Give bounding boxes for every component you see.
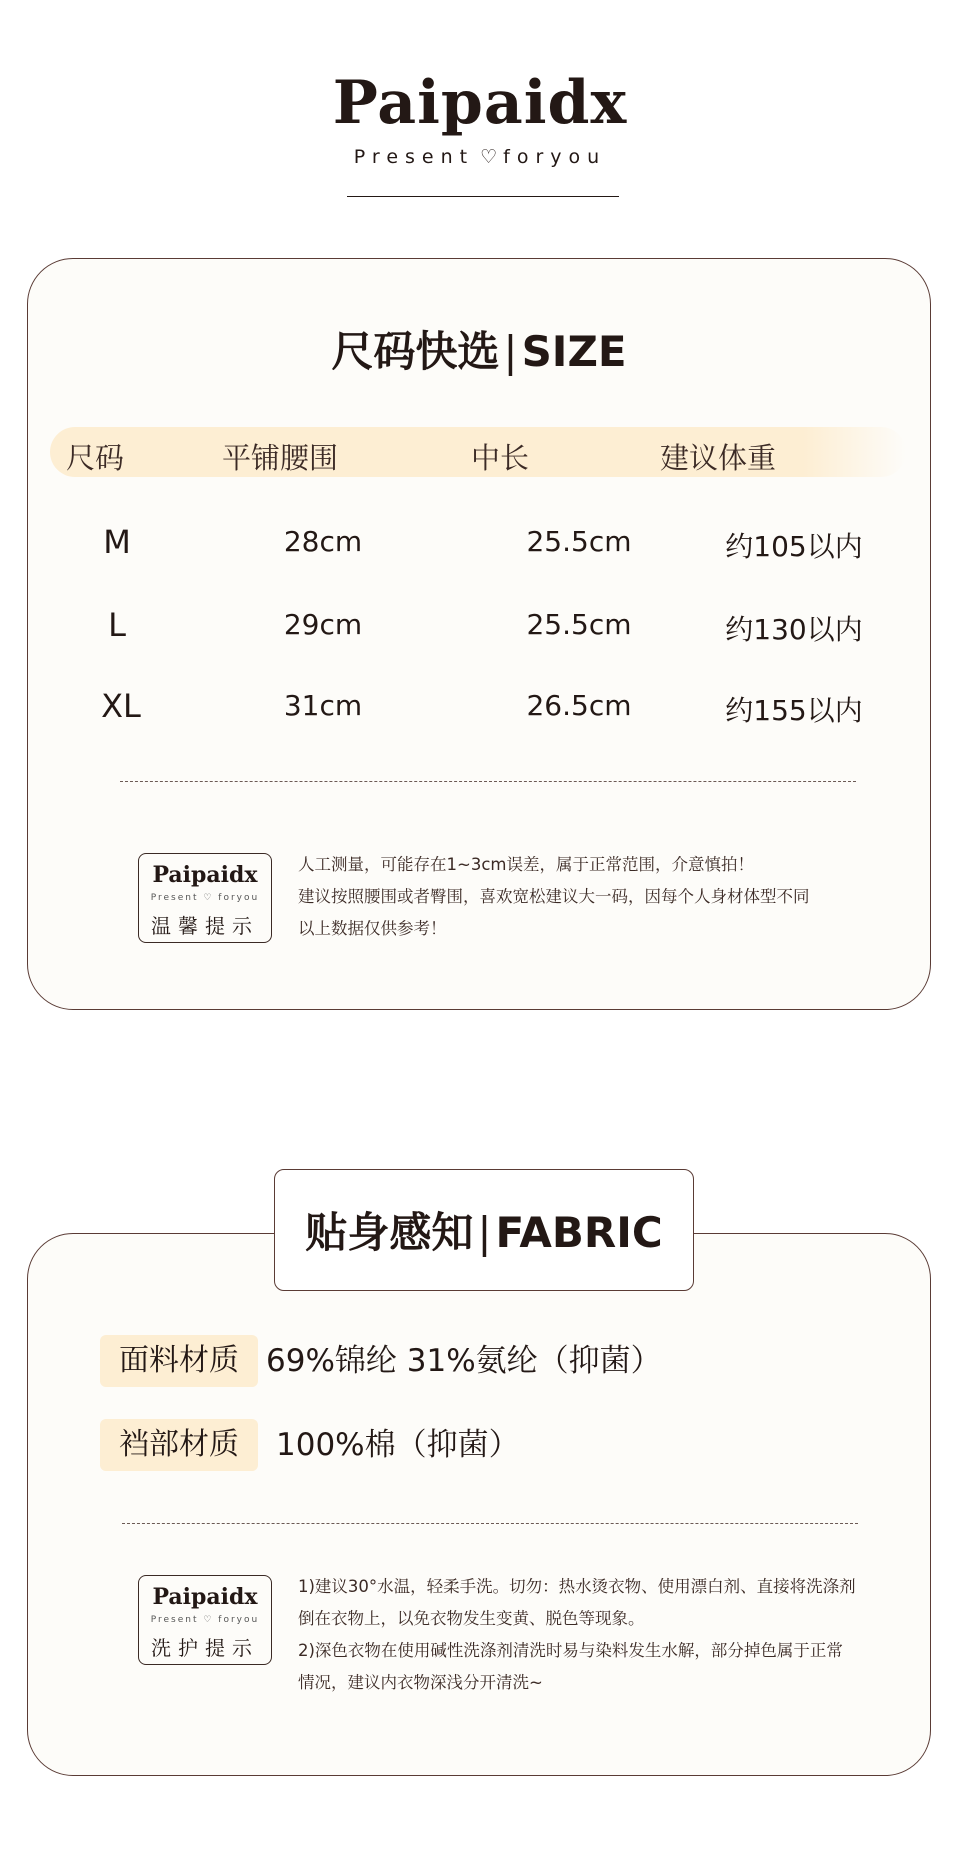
fabric-title-cn: 贴身感知 [305, 1208, 474, 1257]
dotted-divider [122, 1523, 858, 1524]
care-line: 倒在衣物上，以免衣物发生变黄、脱色等现象。 [298, 1609, 645, 1628]
tagline-present: Present [353, 146, 475, 168]
material-label: 裆部材质 [100, 1419, 258, 1471]
title-separator: | [503, 327, 518, 376]
tip-badge [138, 853, 272, 943]
row-size: M [103, 523, 131, 561]
tip-badge-tagline: Present ♡ foryou [150, 893, 260, 903]
material-value: 69%锦纶 31%氨纶（抑菌） [266, 1343, 662, 1379]
header-size: 尺码 [65, 441, 125, 475]
header-waist: 平铺腰围 [221, 441, 339, 475]
row-weight: 约105以内 [725, 530, 863, 563]
fabric-card [27, 1233, 931, 1776]
care-badge [138, 1575, 272, 1665]
row-length: 25.5cm [526, 608, 632, 641]
care-text [298, 1571, 856, 1699]
fabric-title-en: FABRIC [495, 1208, 663, 1257]
tip-badge-brand: Paipaidx [152, 862, 258, 888]
fabric-title-box [274, 1169, 694, 1291]
title-separator: | [477, 1208, 492, 1257]
tagline-foryou: foryou [503, 146, 607, 168]
size-card [27, 258, 931, 1010]
row-size: XL [101, 687, 141, 725]
row-weight: 约155以内 [725, 694, 863, 727]
row-waist: 28cm [283, 525, 363, 558]
row-size: L [108, 606, 126, 644]
care-line: 2)深色衣物在使用碱性洗涤剂清洗时易与染料发生水解，部分掉色属于正常 [298, 1641, 843, 1660]
row-waist: 31cm [283, 689, 363, 722]
brand-divider [347, 196, 619, 197]
material-value: 100%棉（抑菌） [276, 1427, 520, 1463]
row-length: 26.5cm [526, 689, 632, 722]
size-title-en: SIZE [521, 327, 627, 376]
size-table-header [50, 427, 906, 477]
tip-text [298, 849, 810, 945]
care-line: 情况，建议内衣物深浅分开清洗~ [298, 1673, 543, 1692]
care-badge-label: 洗护提示 [151, 1636, 259, 1660]
size-title-cn: 尺码快选 [331, 327, 500, 376]
dotted-divider [120, 781, 856, 782]
row-weight: 约130以内 [725, 613, 863, 646]
heart-icon: ♡ [480, 146, 498, 168]
care-badge-tagline: Present ♡ foryou [150, 1615, 260, 1625]
size-title [28, 319, 930, 379]
brand-logo: Paipaidx [332, 68, 628, 138]
material-label: 面料材质 [100, 1335, 258, 1387]
tip-line: 以上数据仅供参考！ [298, 919, 447, 938]
care-badge-brand: Paipaidx [152, 1584, 258, 1610]
tip-line: 人工测量，可能存在1~3cm误差，属于正常范围，介意慎拍！ [298, 855, 754, 874]
header-weight: 建议体重 [659, 441, 777, 475]
care-line: 1)建议30°水温，轻柔手洗。切勿：热水烫衣物、使用漂白剂、直接将洗涤剂 [298, 1577, 856, 1596]
tip-line: 建议按照腰围或者臀围，喜欢宽松建议大一码，因每个人身材体型不同 [298, 887, 810, 906]
brand-tagline [0, 146, 960, 168]
fabric-title [275, 1200, 693, 1260]
row-waist: 29cm [283, 608, 363, 641]
row-length: 25.5cm [526, 525, 632, 558]
tip-badge-label: 温馨提示 [151, 914, 259, 938]
header-length: 中长 [470, 441, 530, 475]
